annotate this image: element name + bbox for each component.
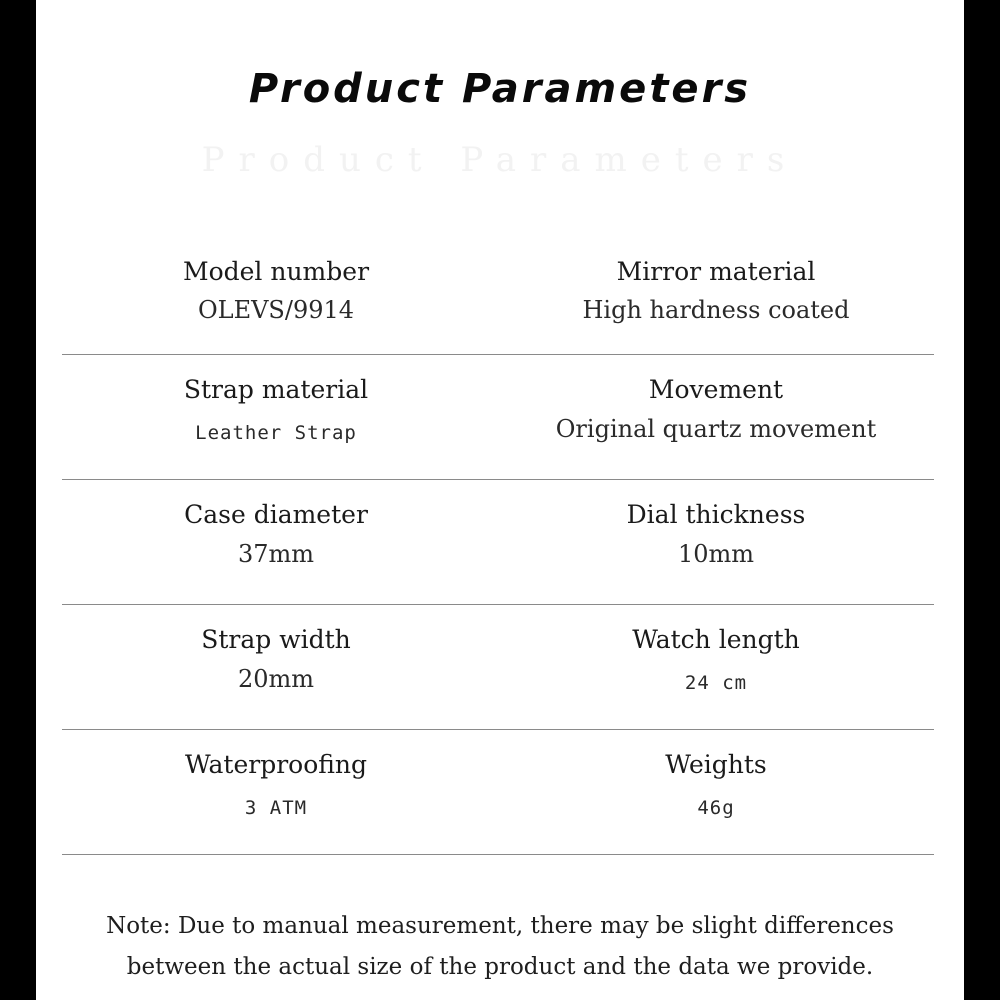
table-row (62, 235, 934, 355)
param-label: Weights (665, 750, 767, 779)
param-watch-length (498, 605, 934, 729)
param-value: 20mm (237, 665, 315, 693)
param-value: High hardness coated (582, 296, 850, 324)
param-label: Movement (648, 375, 784, 404)
table-row (62, 730, 934, 855)
param-label: Strap material (183, 375, 369, 404)
param-label: Model number (182, 257, 370, 286)
param-label: Mirror material (616, 257, 816, 286)
param-strap-material (62, 355, 498, 479)
table-row (62, 480, 934, 605)
param-waterproofing (62, 730, 498, 854)
param-value: 24 cm (684, 672, 748, 694)
param-dial-thickness (498, 480, 934, 604)
parameters-table (62, 235, 934, 855)
param-strap-width (62, 605, 498, 729)
param-mirror-material (498, 235, 934, 354)
param-model-number (62, 235, 498, 354)
page-subtitle-watermark: Product Parameters (201, 140, 799, 180)
param-label: Watch length (632, 625, 800, 654)
param-value: OLEVS/9914 (197, 296, 355, 324)
note-line-2: between the actual size of the product and the data we provide. (126, 954, 874, 980)
param-label: Strap width (201, 625, 351, 654)
param-value: 3 ATM (244, 797, 308, 819)
param-value: 46g (697, 797, 735, 819)
param-case-diameter (62, 480, 498, 604)
param-value: Original quartz movement (555, 415, 877, 443)
param-label: Waterproofing (184, 750, 368, 779)
table-row (62, 605, 934, 730)
page-title: Product Parameters (248, 66, 752, 112)
param-value: 10mm (677, 540, 755, 568)
param-value: Leather Strap (195, 422, 357, 444)
param-movement (498, 355, 934, 479)
note-line-1: Note: Due to manual measurement, there may be slight differences (106, 913, 894, 939)
param-weights (498, 730, 934, 854)
param-value: 37mm (237, 540, 315, 568)
param-label: Case diameter (184, 500, 368, 529)
param-label: Dial thickness (626, 500, 806, 529)
table-row (62, 355, 934, 480)
measurement-note (60, 906, 940, 988)
